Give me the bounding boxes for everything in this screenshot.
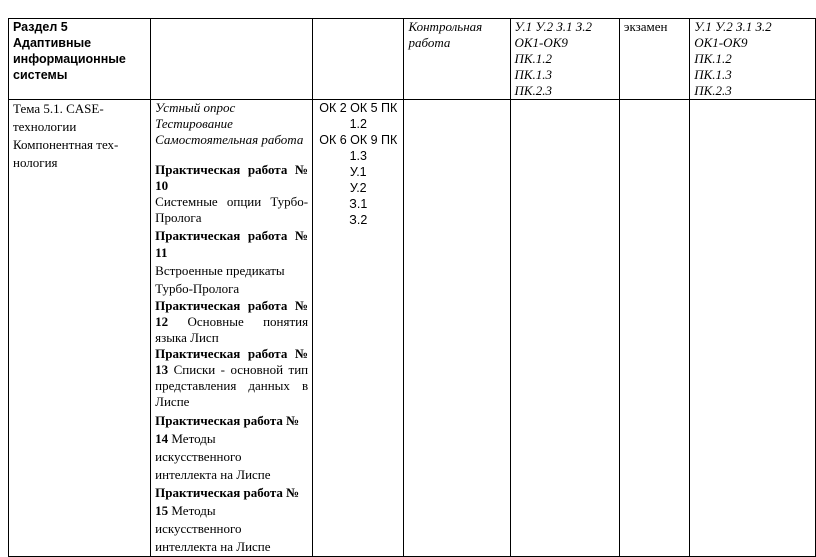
practical-work-line <box>155 362 308 378</box>
practical-work-desc: искусственного <box>155 521 242 536</box>
code-line: 1.3 <box>349 149 367 163</box>
competency-line: ПК.2.3 <box>694 83 732 98</box>
control-form-line: работа <box>408 35 451 50</box>
topic-title-cell <box>9 100 151 557</box>
practical-work-desc: Турбо-Пролога <box>155 281 240 296</box>
competency-line: ПК.1.2 <box>694 51 732 66</box>
practical-work-title: Практическая работа № <box>155 228 309 243</box>
practical-work-title: Практическая работа № <box>155 485 300 500</box>
empty-cell <box>313 19 404 100</box>
competencies-cell-2 <box>690 19 816 100</box>
code-line: ОК 2 ОК 5 ПК <box>319 101 398 115</box>
practical-work-desc: Лиспе <box>155 394 190 409</box>
competency-line: ПК.2.3 <box>514 83 553 98</box>
empty-cell <box>690 100 816 557</box>
competency-line: ПК.1.3 <box>514 67 553 82</box>
topic-line: нология <box>13 155 58 170</box>
control-form-cell <box>404 19 510 100</box>
practical-work-number: 15 <box>155 503 169 518</box>
competency-line: ПК.1.2 <box>514 51 553 66</box>
discipline-table <box>8 18 816 557</box>
code-line: ОК 6 ОК 9 ПК <box>319 133 398 147</box>
section-title-line: информационные <box>13 52 126 66</box>
competency-line: ПК.1.3 <box>694 67 732 82</box>
practical-work-title: Практическая работа № <box>155 298 309 313</box>
practical-work-line <box>155 314 308 330</box>
section-title-cell <box>9 19 151 100</box>
practical-work-desc: Методы <box>171 503 216 518</box>
practical-work-title: Практическая работа № <box>155 162 309 177</box>
control-form-line: Контрольная <box>408 19 483 34</box>
practical-work-line <box>155 502 308 520</box>
practical-work-desc: языка Лисп <box>155 330 219 345</box>
practical-work-desc: искусственного <box>155 449 242 464</box>
topic-row <box>9 100 816 557</box>
empty-cell <box>151 19 313 100</box>
competency-line: ОК1-ОК9 <box>514 35 568 50</box>
practical-work-desc: Встроенные предикаты <box>155 263 285 278</box>
topic-line: Тема 5.1. CASE- <box>13 101 104 116</box>
practical-work-title: Практическая работа № <box>155 346 309 361</box>
code-line: У.2 <box>349 181 367 195</box>
topic-line: технологии <box>13 119 77 134</box>
method-line: Тестирование <box>155 116 233 131</box>
code-line: 1.2 <box>349 117 367 131</box>
competency-line: У.1 У.2 З.1 З.2 <box>694 19 772 34</box>
exam-label: экзамен <box>623 19 668 34</box>
method-line: Устный опрос <box>155 100 236 115</box>
section-title-line: системы <box>13 68 68 82</box>
practical-work-desc: интеллекта на Лиспе <box>155 467 271 482</box>
competencies-cell <box>510 19 619 100</box>
section-title-line: Раздел 5 Адаптивные <box>13 20 92 50</box>
activities-cell <box>151 100 313 557</box>
practical-work-number: 11 <box>155 245 168 260</box>
section-header-row <box>9 19 816 100</box>
practical-work-desc: интеллекта на Лиспе <box>155 539 271 554</box>
practical-work-number: 14 <box>155 431 169 446</box>
competency-line: У.1 У.2 З.1 З.2 <box>514 19 592 34</box>
practical-work-desc: Методы <box>171 431 216 446</box>
practical-work-desc: Основные понятия <box>187 314 309 329</box>
method-line: Самостоятельная работа <box>155 132 304 147</box>
topic-line: Компонентная тех- <box>13 137 119 152</box>
practical-work-number: 13 <box>155 362 169 377</box>
codes-cell <box>313 100 404 557</box>
practical-work-title: Практическая работа № <box>155 413 300 428</box>
empty-cell <box>619 100 689 557</box>
practical-work-desc: Системные опции Турбо- <box>155 194 309 209</box>
practical-work-line <box>155 430 308 448</box>
code-line: У.1 <box>349 165 367 179</box>
code-line: З.1 <box>349 197 368 211</box>
practical-work-desc: Списки - основной тип <box>173 362 309 377</box>
practical-work-desc: представления данных в <box>155 378 309 393</box>
code-line: З.2 <box>349 213 368 227</box>
practical-work-desc: Пролога <box>155 210 202 225</box>
competency-line: ОК1-ОК9 <box>694 35 748 50</box>
empty-cell <box>404 100 510 557</box>
practical-work-number: 10 <box>155 178 169 193</box>
exam-cell <box>619 19 689 100</box>
practical-work-number: 12 <box>155 314 169 329</box>
empty-cell <box>510 100 619 557</box>
